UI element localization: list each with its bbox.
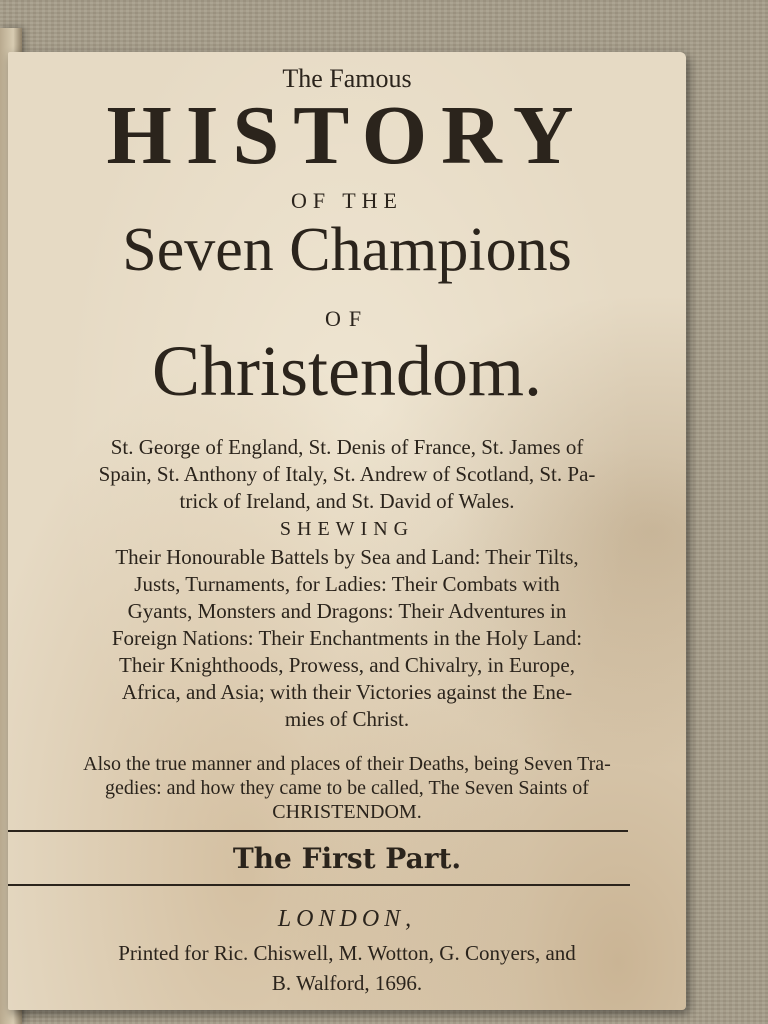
imprint-line: B. Walford, 1696.	[271, 971, 423, 995]
description-line: Their Honourable Battels by Sea and Land: Their Tilts,	[115, 545, 579, 569]
also-line: CHRISTENDOM.	[272, 801, 422, 823]
description-line: Africa, and Asia; with their Victories against the Ene-	[121, 680, 573, 704]
shewing-heading: SHEWING	[279, 518, 415, 540]
title-line-of: OF	[324, 306, 370, 331]
also-line: gedies: and how they came to be called, The Seven Saints of	[105, 777, 589, 799]
saints-line: St. George of England, St. Denis of France, St. James of	[110, 435, 584, 459]
imprint-line: Printed for Ric. Chiswell, M. Wotton, G. Conyers, and	[118, 941, 576, 965]
title-page	[8, 52, 686, 1010]
title-line-seven-champions: Seven Champions	[122, 216, 572, 284]
description-line: Justs, Turnaments, for Ladies: Their Combats with	[134, 572, 560, 596]
title-line-the-famous: The Famous	[282, 64, 412, 93]
also-paragraph	[8, 752, 686, 824]
description-paragraph	[8, 544, 686, 733]
title-line-christendom: Christendom.	[152, 331, 542, 411]
description-line: Their Knighthoods, Prowess, and Chivalry, in Europe,	[119, 653, 575, 677]
saints-paragraph	[8, 434, 686, 515]
divider-rule-bottom	[8, 884, 630, 886]
imprint-paragraph	[8, 938, 686, 998]
description-line: mies of Christ.	[284, 707, 410, 731]
saints-line: trick of Ireland, and St. David of Wales.	[179, 489, 515, 513]
divider-rule-top	[8, 830, 628, 832]
title-line-history: HISTORY	[106, 89, 588, 182]
saints-line: Spain, St. Anthony of Italy, St. Andrew of Scotland, St. Pa-	[98, 462, 596, 486]
title-line-of-the: OF THE	[291, 188, 403, 213]
part-heading: The First Part.	[232, 842, 462, 875]
description-line: Foreign Nations: Their Enchantments in the Holy Land:	[111, 626, 583, 650]
imprint-city: LONDON,	[277, 906, 417, 932]
description-line: Gyants, Monsters and Dragons: Their Adventures in	[127, 599, 567, 623]
also-line: Also the true manner and places of their Deaths, being Seven Tra-	[83, 753, 611, 775]
